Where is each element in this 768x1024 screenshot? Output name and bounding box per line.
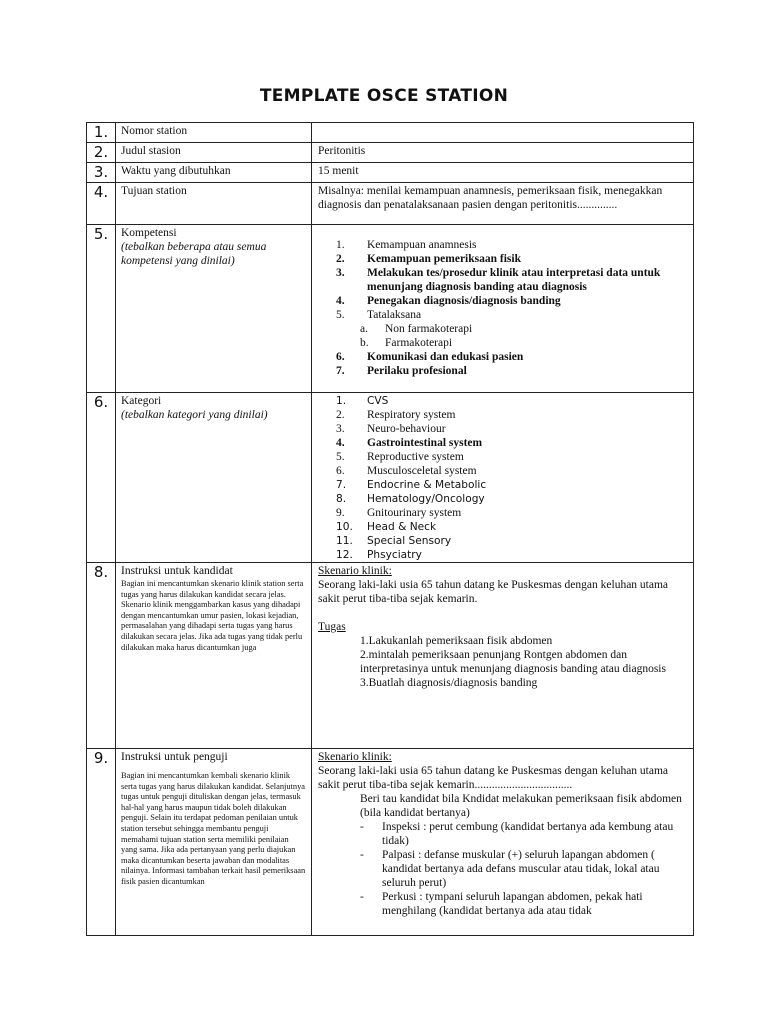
examiner-instruction: Beri tau kandidat bila Kndidat melakukan pemeriksaan fisik abdomen (bila kandidat bertanya) — [360, 793, 682, 819]
list-item: 4. Gastrointestinal system — [336, 437, 483, 449]
list-item: - Palpasi : defanse muskular (+) seluruh lapangan abdomen ( kandidat bertanya ada defans muscular atau tidak, lokal atau seluruh perut) — [360, 849, 660, 889]
list-item: 2. Respiratory system — [336, 409, 456, 421]
row-label: Nomor station — [116, 123, 312, 143]
competency-list — [318, 238, 689, 322]
tasks-list — [318, 634, 689, 690]
list-item: 1. Kemampuan anamnesis — [336, 239, 477, 251]
row-number: 9. — [87, 749, 116, 936]
table-row — [87, 563, 694, 749]
table-row — [87, 225, 694, 393]
competency-sublist — [318, 322, 689, 350]
row-label: Waktu yang dibutuhkan — [116, 163, 312, 183]
table-row — [87, 749, 694, 936]
list-item: 5. Tatalaksana — [336, 309, 422, 321]
list-item: 7. Perilaku profesional — [336, 365, 467, 377]
list-item: 6. Musculosceletal system — [336, 465, 477, 477]
row-value: Misalnya: menilai kemampuan anamnesis, pemeriksaan fisik, menegakkan diagnosis dan penatalaksanaan pasien dengan peritonitis.............. — [312, 183, 694, 225]
list-item: 3.Buatlah diagnosis/diagnosis banding — [360, 677, 538, 689]
list-item: b. Farmakoterapi — [360, 337, 453, 349]
list-item: - Inspeksi : perut cembung (kandidat bertanya ada kembung atau tidak) — [360, 821, 674, 847]
row-number: 1. — [87, 123, 116, 143]
list-item: 8. Hematology/Oncology — [336, 493, 485, 505]
scenario-text: Seorang laki-laki usia 65 tahun datang ke Puskesmas dengan keluhan utama sakit perut tiba-tiba sejak kemarin. — [318, 579, 669, 605]
exam-findings-list — [318, 820, 689, 918]
row-hint: (tebalkan kategori yang dinilai) — [121, 409, 268, 421]
list-item: 3. Neuro-behaviour — [336, 423, 446, 435]
row-value: 15 menit — [312, 163, 694, 183]
row-value — [312, 123, 694, 143]
row-number: 2. — [87, 143, 116, 163]
row-label-cell — [116, 393, 312, 563]
list-item: - Perkusi : tympani seluruh lapangan abdomen, pekak hati menghilang (kandidat bertanya ada atau tidak — [360, 891, 643, 917]
table-row — [87, 123, 694, 143]
category-list — [318, 394, 689, 562]
list-item: 7. Endocrine & Metabolic — [336, 479, 487, 491]
list-item: 1.Lakukanlah pemeriksaan fisik abdomen — [360, 635, 553, 647]
row-hint: (tebalkan beberapa atau semua kompetensi yang dinilai) — [121, 241, 267, 267]
table-row — [87, 393, 694, 563]
candidate-instruction-cell — [312, 563, 694, 749]
list-item: 12. Phsyciatry — [336, 549, 422, 561]
list-item: 6. Komunikasi dan edukasi pasien — [336, 351, 524, 363]
row-number: 4. — [87, 183, 116, 225]
row-label: Tujuan station — [116, 183, 312, 225]
scenario-title: Skenario klinik: — [318, 751, 392, 763]
scenario-title: Skenario klinik: — [318, 565, 392, 577]
row-label: Kategori — [121, 395, 162, 407]
row-note: Bagian ini mencantumkan kembali skenario klinik serta tugas yang harus dilakukan kandidat. Selanjutnya tugas untuk penguji dituliskan dengan jelas, termasuk hal-hal yang harus maupun tidak boleh dilakukan penguji. Selain itu terdapat pedoman penilaian untuk station tersebut sehingga membantu penguji memahami tujuan station serta memiliki penilaian yang sama. Jika ada pertanyaan yang perlu diajukan maka dicantumkan beserta jawaban dan modalitas nilainya. Informasi tambahan terkait hasil pemeriksaan fisik pasien dicantumkan — [121, 771, 306, 886]
list-item: 11. Special Sensory — [336, 535, 452, 547]
table-row — [87, 183, 694, 225]
competency-cell — [312, 225, 694, 393]
list-item: 4. Penegakan diagnosis/diagnosis banding — [336, 295, 561, 307]
table-row — [87, 163, 694, 183]
scenario-text: Seorang laki-laki usia 65 tahun datang ke Puskesmas dengan keluhan utama sakit perut tiba-tiba sejak kemarin.................................. — [318, 765, 669, 791]
row-label-cell — [116, 563, 312, 749]
list-item: 9. Gnitourinary system — [336, 507, 462, 519]
row-label-cell — [116, 225, 312, 393]
page-title: TEMPLATE OSCE STATION — [259, 86, 509, 106]
row-value: Peritonitis — [312, 143, 694, 163]
row-label: Judul stasion — [116, 143, 312, 163]
row-number: 6. — [87, 393, 116, 563]
tasks-title: Tugas — [318, 621, 346, 633]
list-item: 3. Melakukan tes/prosedur klinik atau interpretasi data untuk menunjang diagnosis banding atau diagnosis — [336, 267, 661, 293]
table-row — [87, 143, 694, 163]
row-note: Bagian ini mencantumkan skenario klinik station serta tugas yang harus dilakukan kandidat secara jelas. Skenario klinik menggambarkan kasus yang dihadapi dengan mencantumkan umur pasien, lokasi kejadian, permasalahan yang dihadapi serta tugas yang harus dilakukan secara jelas. Jika ada tugas yang tidak perlu dilakukan maka harus dicantumkan juga — [121, 579, 304, 652]
row-label: Kompetensi — [121, 227, 177, 239]
examiner-instruction-cell — [312, 749, 694, 936]
list-item: 2. Kemampuan pemeriksaan fisik — [336, 253, 521, 265]
row-number: 5. — [87, 225, 116, 393]
row-label: Instruksi untuk penguji — [121, 751, 228, 763]
list-item: a. Non farmakoterapi — [360, 323, 473, 335]
osce-station-table — [86, 122, 694, 936]
row-label-cell — [116, 749, 312, 936]
list-item: 5. Reproductive system — [336, 451, 464, 463]
list-item: 1. CVS — [336, 395, 389, 407]
list-item: 10. Head & Neck — [336, 521, 437, 533]
row-label: Instruksi untuk kandidat — [121, 565, 233, 577]
row-number: 8. — [87, 563, 116, 749]
row-number: 3. — [87, 163, 116, 183]
category-cell — [312, 393, 694, 563]
competency-list-continued — [318, 350, 689, 378]
list-item: 2.mintalah pemeriksaan penunjang Rontgen abdomen dan interpretasinya untuk menunjang diagnosis banding atau diagnosis — [360, 649, 666, 675]
